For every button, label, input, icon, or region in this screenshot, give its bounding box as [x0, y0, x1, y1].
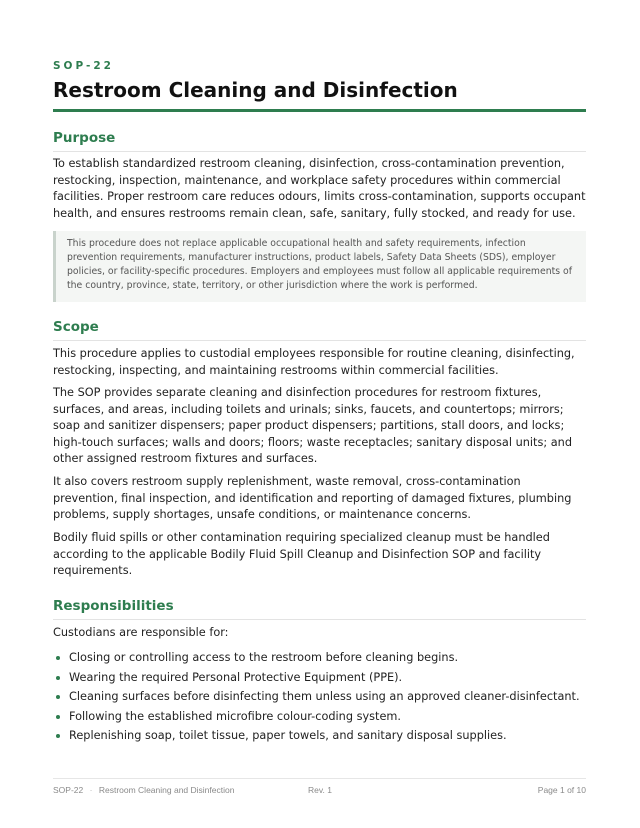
bullet-icon: [56, 656, 60, 660]
scope-paragraph-2: The SOP provides separate cleaning and disinfection procedures for restroom fixtures, surfaces, and areas, including toilets and urinals; sinks, faucets, and countertops; mirrors; soap and sanitizer dispensers; paper product dispensers; partitions, stall doors, and locks; high-touch surfaces; walls and doors; floors; waste receptacles; sanitary disposal units; and other assigned restroom fixtures and surfaces.: [53, 386, 573, 466]
footer-code: SOP-22: [53, 785, 84, 795]
list-item: [53, 726, 586, 746]
scope-paragraph-3: It also covers restroom supply replenishment, waste removal, cross-contamination prevention, final inspection, and identification and reporting of damaged fixtures, plumbing problems, supply shortages, unsafe conditions, or maintenance concerns.: [53, 475, 572, 522]
list-item: [53, 687, 586, 707]
title-divider: [53, 109, 586, 112]
sop-code: SOP-22: [53, 60, 114, 72]
responsibilities-intro: Custodians are responsible for:: [53, 626, 229, 639]
bullet-icon: [56, 734, 60, 738]
footer-divider: [53, 778, 586, 779]
bullet-icon: [56, 715, 60, 719]
bullet-icon: [56, 676, 60, 680]
scope-heading: Scope: [53, 319, 99, 335]
list-item-text: Closing or controlling access to the restroom before cleaning begins.: [69, 651, 459, 664]
responsibilities-divider: [53, 619, 586, 620]
list-item: [53, 668, 586, 688]
list-item-text: Replenishing soap, toilet tissue, paper towels, and sanitary disposal supplies.: [69, 729, 507, 742]
scope-paragraph-1: This procedure applies to custodial employees responsible for routine cleaning, disinfecting, restocking, inspecting, and maintaining restrooms within commercial facilities.: [53, 347, 575, 377]
list-item-text: Cleaning surfaces before disinfecting them unless using an approved cleaner-disinfectant.: [69, 690, 580, 703]
page-title: Restroom Cleaning and Disinfection: [53, 78, 458, 102]
footer-separator: ·: [89, 785, 93, 795]
footer-document: [53, 785, 234, 795]
list-item-text: Following the established microfibre colour-coding system.: [69, 709, 402, 723]
responsibilities-list: [53, 648, 586, 746]
purpose-text: To establish standardized restroom cleaning, disinfection, cross-contamination prevention, restocking, inspection, maintenance, and workplace safety procedures within commercial facilities. Proper restroom care reduces odours, limits cross-contamination, supports occupant health, and ensures restrooms remain clean, safe, sanitary, fully stocked, and ready for use.: [53, 157, 586, 220]
purpose-heading: Purpose: [53, 130, 116, 146]
disclaimer-text: This procedure does not replace applicable occupational health and safety requirements, infection prevention requirements, manufacturer instructions, product labels, Safety Data Sheets (SDS), employer policies, or facility-specific procedures. Employers and employees must follow all applicable requirements of the country, province, state, territory, or other jurisdiction where the work is performed.: [67, 238, 572, 291]
scope-divider: [53, 340, 586, 341]
list-item: [53, 707, 586, 727]
list-item: [53, 648, 586, 668]
purpose-divider: [53, 151, 586, 152]
disclaimer-note: [53, 231, 586, 302]
bullet-icon: [56, 695, 60, 699]
responsibilities-heading: Responsibilities: [53, 598, 174, 614]
footer-page-number: Page 1 of 10: [537, 785, 586, 795]
scope-paragraph-4: Bodily fluid spills or other contamination requiring specialized cleanup must be handled according to the applicable Bodily Fluid Spill Cleanup and Disinfection SOP and facility requirements.: [53, 531, 550, 578]
footer-revision: Rev. 1: [308, 785, 332, 795]
footer-title: Restroom Cleaning and Disinfection: [98, 785, 235, 795]
list-item-text: Wearing the required Personal Protective Equipment (PPE).: [69, 670, 403, 684]
